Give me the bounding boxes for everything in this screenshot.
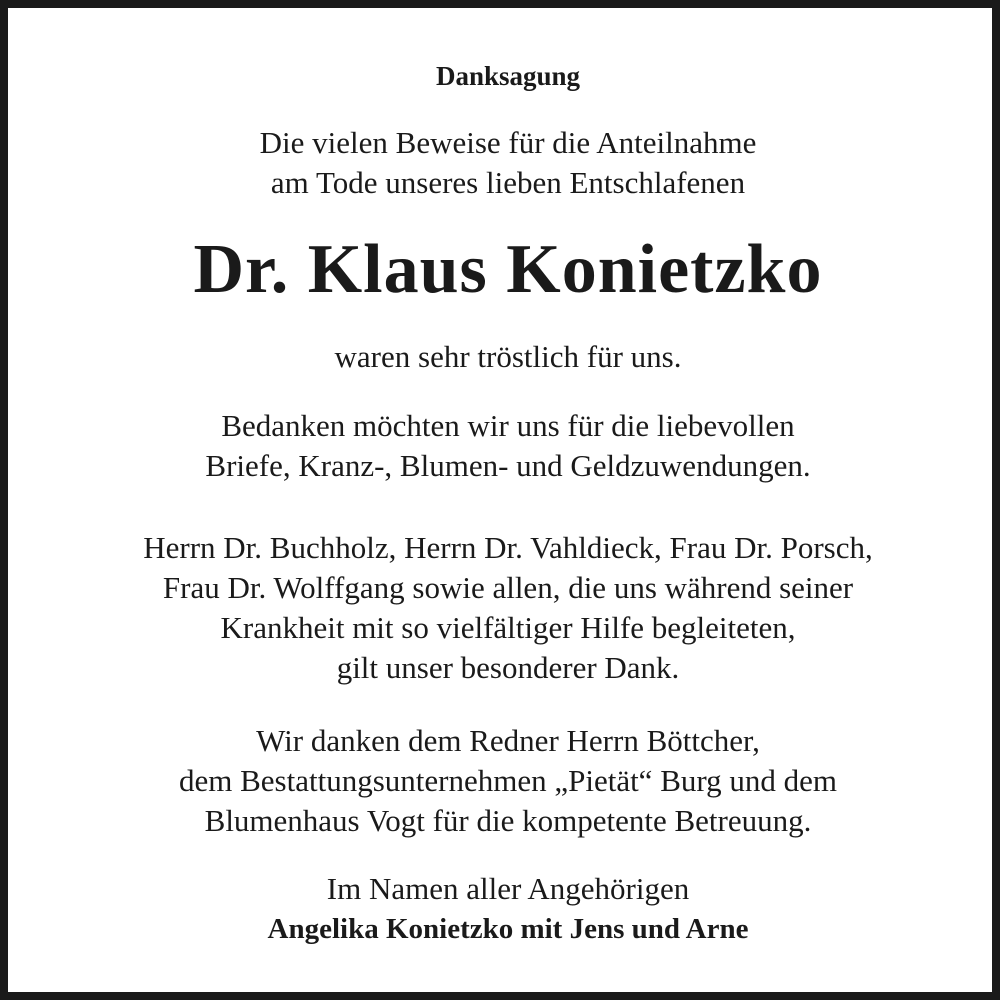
thanks-doctors-line-1: Herrn Dr. Buchholz, Herrn Dr. Vahldieck, Frau Dr. Porsch, [143,530,873,565]
thanks-general-line-2: Briefe, Kranz-, Blumen- und Geldzuwendungen. [205,448,811,483]
thanks-doctors-line-4: gilt unser besonderer Dank. [336,650,680,685]
thanks-doctors-line-3: Krankheit mit so vielfältiger Hilfe begleiteten, [220,610,796,645]
notice-heading: Danksagung [435,61,581,91]
consolation-line: waren sehr tröstlich für uns. [334,339,682,374]
thanks-doctors-line-2: Frau Dr. Wolffgang sowie allen, die uns während seiner [162,570,854,605]
thanks-service-line-1: Wir danken dem Redner Herrn Böttcher, [256,723,760,758]
thanks-general-line-1: Bedanken möchten wir uns für die liebevollen [221,408,795,443]
thanks-service-line-3: Blumenhaus Vogt für die kompetente Betreuung. [204,803,812,838]
intro-line-1: Die vielen Beweise für die Anteilnahme [259,125,757,160]
signatories: Angelika Konietzko mit Jens und Arne [267,913,749,945]
closing-line: Im Namen aller Angehörigen [326,871,690,906]
intro-line-2: am Tode unseres lieben Entschlafenen [270,165,746,200]
thanks-service-line-2: dem Bestattungsunternehmen „Pietät“ Burg und dem [178,763,838,798]
deceased-name: Dr. Klaus Konietzko [193,231,823,308]
